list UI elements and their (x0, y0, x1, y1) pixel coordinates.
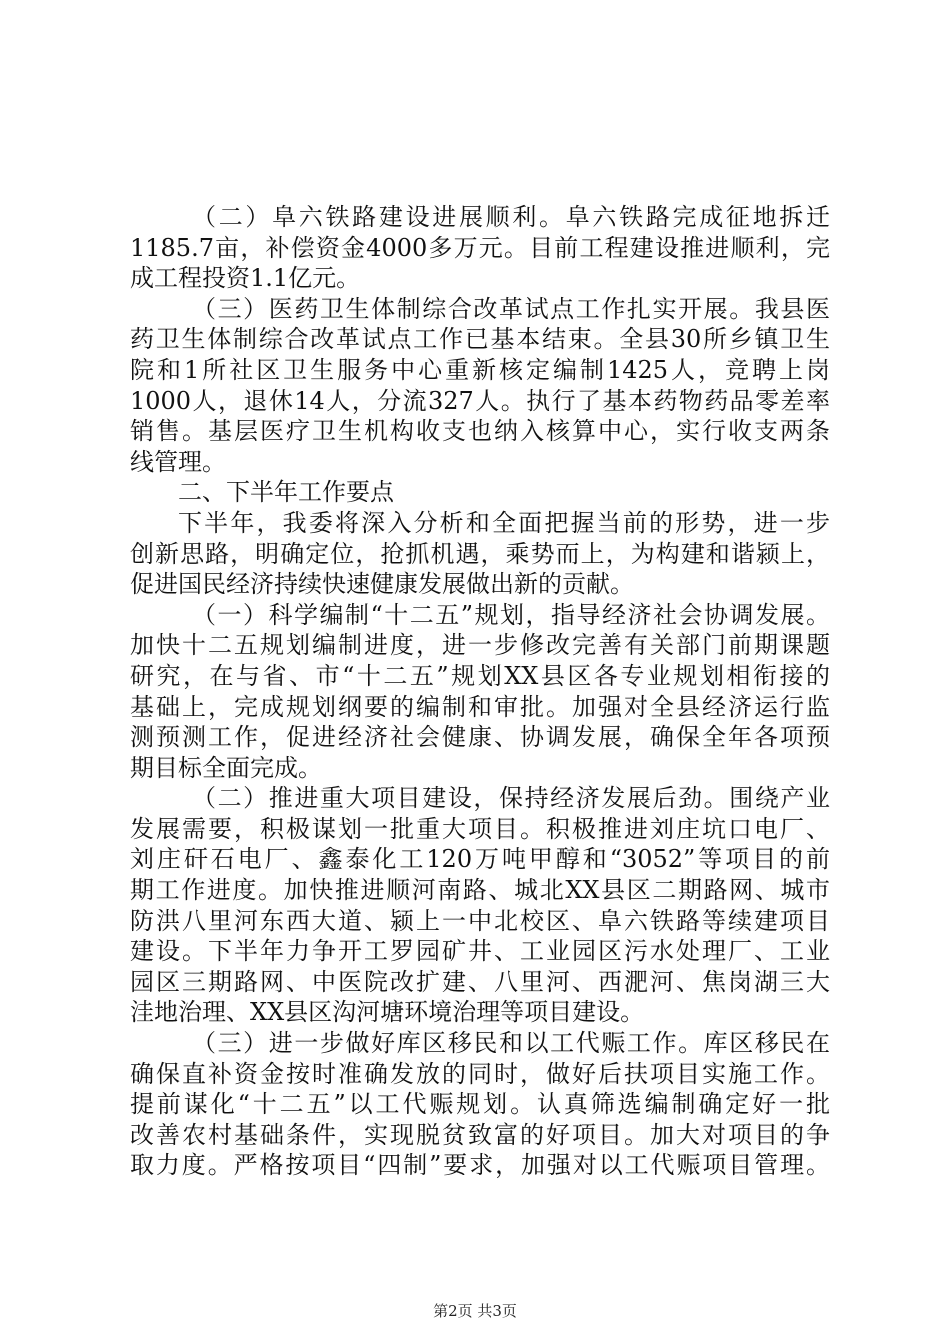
text-line: 期工作进度。加快推进顺河南路、城北XX县区二期路网、城市 (130, 876, 830, 905)
text-line: 促进国民经济持续快速健康发展做出新的贡献。 (130, 570, 634, 599)
text-line: 期目标全面完成。 (130, 753, 322, 782)
text-line: 销售。基层医疗卫生机构收支也纳入核算中心，实行收支两条 (130, 417, 830, 446)
text-line: 加快十二五规划编制进度，进一步修改完善有关部门前期课题 (130, 631, 830, 660)
text-line: 发展需要，积极谋划一批重大项目。积极推进刘庄坑口电厂、 (130, 814, 830, 843)
text-line: 提前谋化“十二五”以工代赈规划。认真筛选编制确定好一批 (130, 1090, 830, 1119)
text-line: 建设。下半年力争开工罗园矿井、工业园区污水处理厂、工业 (130, 937, 830, 966)
text-line: 创新思路，明确定位，抢抓机遇，乘势而上，为构建和谐颍上， (130, 539, 830, 568)
text-line: （三）医药卫生体制综合改革试点工作扎实开展。我县医 (192, 294, 830, 323)
text-line: 防洪八里河东西大道、颍上一中北校区、阜六铁路等续建项目 (130, 906, 830, 935)
text-line: （二）阜六铁路建设进展顺利。阜六铁路完成征地拆迁 (192, 203, 830, 231)
text-line: 取力度。严格按项目“四制”要求，加强对以工代赈项目管理。 (130, 1151, 830, 1180)
text-line: 测预测工作，促进经济社会健康、协调发展，确保全年各项预 (130, 723, 830, 752)
text-line: 园区三期路网、中医院改扩建、八里河、西淝河、焦岗湖三大 (130, 967, 830, 996)
text-line: 1000人，退休14人，分流327人。执行了基本药物药品零差率 (130, 386, 830, 415)
body-text (130, 202, 830, 1181)
text-line: 院和1所社区卫生服务中心重新核定编制1425人，竞聘上岗 (130, 355, 830, 384)
text-line: 1185.7亩，补偿资金4000多万元。目前工程建设推进顺利，完 (130, 233, 830, 262)
page-number-footer: 第2页 共3页 (433, 1302, 517, 1320)
section-heading: 二、下半年工作要点 (178, 478, 394, 507)
text-line: 刘庄矸石电厂、鑫泰化工120万吨甲醇和“3052”等项目的前 (130, 845, 830, 874)
text-line: 研究，在与省、市“十二五”规划XX县区各专业规划相衔接的 (130, 661, 830, 690)
text-line: 改善农村基础条件，实现脱贫致富的好项目。加大对项目的争 (130, 1120, 830, 1149)
text-line: 下半年，我委将深入分析和全面把握当前的形势，进一步 (178, 508, 830, 537)
text-line: 成工程投资1.1亿元。 (130, 264, 361, 293)
text-line: （二）推进重大项目建设，保持经济发展后劲。围绕产业 (192, 784, 830, 813)
text-line: （一）科学编制“十二五”规划，指导经济社会协调发展。 (192, 600, 830, 629)
text-line: 洼地治理、XX县区沟河塘环境治理等项目建设。 (130, 998, 645, 1027)
text-line: 药卫生体制综合改革试点工作已基本结束。全县30所乡镇卫生 (130, 325, 830, 354)
text-line: 确保直补资金按时准确发放的同时，做好后扶项目实施工作。 (130, 1059, 830, 1088)
text-line: 线管理。 (130, 447, 226, 476)
text-line: （三）进一步做好库区移民和以工代赈工作。库区移民在 (192, 1029, 830, 1058)
text-line: 基础上，完成规划纲要的编制和审批。加强对全县经济运行监 (130, 692, 830, 721)
